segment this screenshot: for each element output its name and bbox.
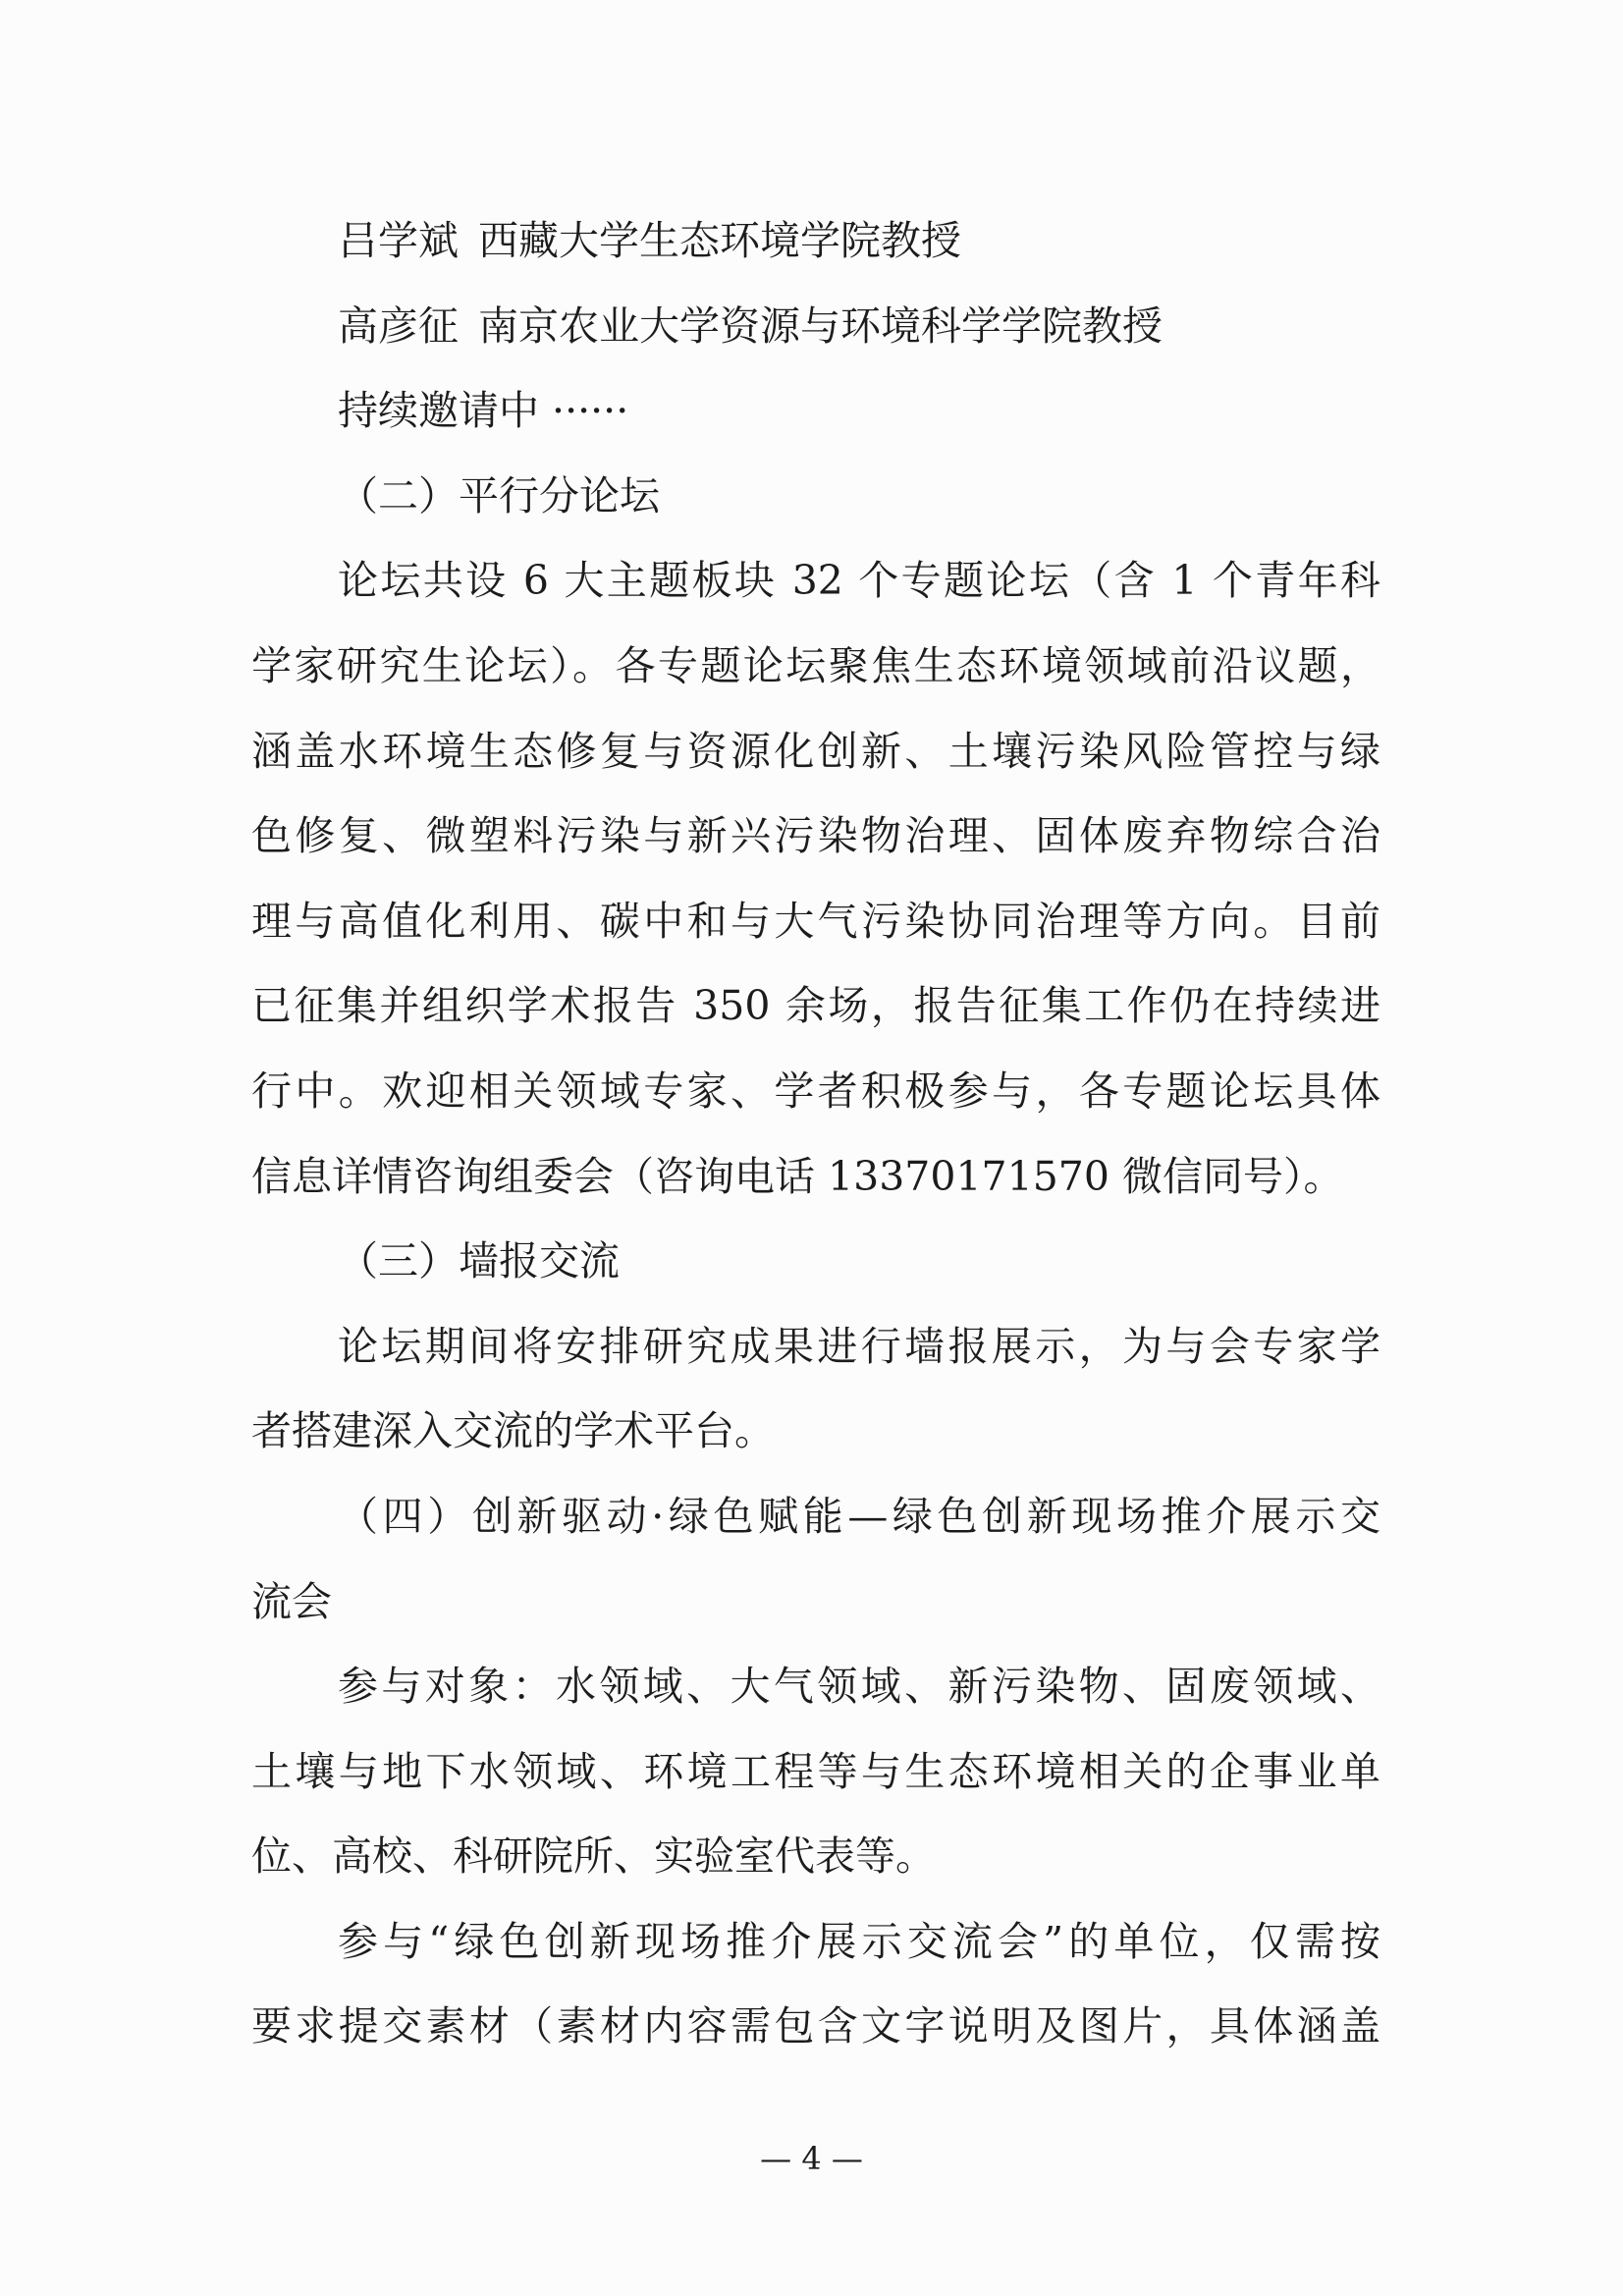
speakers-more-note: 持续邀请中 ······ xyxy=(338,387,629,435)
speaker-name: 吕学斌 xyxy=(338,217,459,264)
paragraph-line: 位、高校、科研院所、实验室代表等。 xyxy=(251,1832,936,1881)
paragraph-line: 已征集并组织学术报告 350 余场，报告征集工作仍在持续进 xyxy=(251,982,1380,1030)
paragraph-line: 土壤与地下水领域、环境工程等与生态环境相关的企事业单 xyxy=(251,1747,1380,1795)
paragraph-line: 参与“绿色创新现场推介展示交流会”的单位，仅需按 xyxy=(338,1917,1380,1965)
speaker-entry xyxy=(251,198,1380,284)
paragraph-line: 参与对象：水领域、大气领域、新污染物、固废领域、 xyxy=(338,1663,1380,1711)
paragraph-line: 者搭建深入交流的学术平台。 xyxy=(251,1407,775,1455)
section-heading: （三）墙报交流 xyxy=(338,1237,620,1285)
paragraph-line: 论坛期间将安排研究成果进行墙报展示，为与会专家学 xyxy=(338,1322,1380,1370)
paragraph-line: 行中。欢迎相关领域专家、学者积极参与，各专题论坛具体 xyxy=(251,1066,1380,1115)
paragraph-line: 理与高值化利用、碳中和与大气污染协同治理等方向。目前 xyxy=(251,897,1380,945)
paragraph-line: 色修复、微塑料污染与新兴污染物治理、固体废弃物综合治 xyxy=(251,812,1380,860)
paragraph-line: 信息详情咨询组委会（咨询电话 13370171570 微信同号）。 xyxy=(251,1152,1344,1200)
speaker-affiliation: 西藏大学生态环境学院教授 xyxy=(478,217,961,264)
paragraph-line: 涵盖水环境生态修复与资源化创新、土壤污染风险管控与绿 xyxy=(251,727,1380,775)
speaker-name: 高彦征 xyxy=(338,301,459,350)
speaker-entry xyxy=(251,284,1380,369)
speaker-affiliation: 南京农业大学资源与环境科学学院教授 xyxy=(478,301,1163,350)
page-number: — 4 — xyxy=(760,2140,863,2177)
paragraph-line: 要求提交素材（素材内容需包含文字说明及图片，具体涵盖 xyxy=(251,2002,1380,2050)
paragraph-line: 论坛共设 6 大主题板块 32 个专题论坛（含 1 个青年科 xyxy=(338,557,1380,605)
section-heading: （二）平行分论坛 xyxy=(338,471,660,519)
section-heading: （四）创新驱动·绿色赋能—绿色创新现场推介展示交 xyxy=(338,1492,1380,1540)
document-body xyxy=(251,198,1380,2069)
section-heading: 流会 xyxy=(251,1577,332,1625)
paragraph-line: 学家研究生论坛）。各专题论坛聚焦生态环境领域前沿议题， xyxy=(251,641,1380,689)
